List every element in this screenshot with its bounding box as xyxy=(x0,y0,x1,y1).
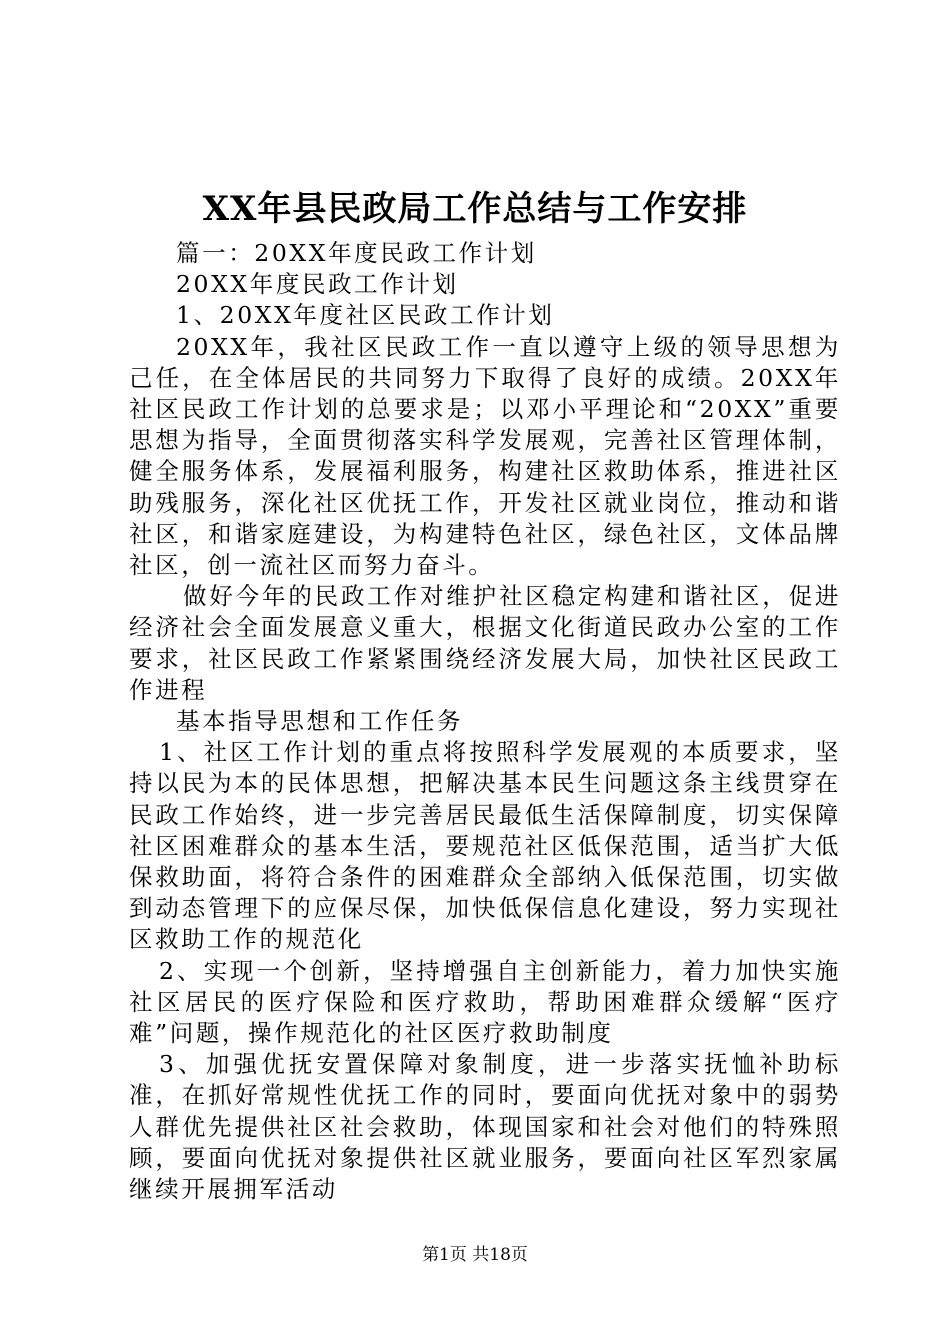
paragraph-item-1: 1、社区工作计划的重点将按照科学发展观的本质要求，坚持以民为本的民体思想，把解决基本民生问题这条主线贯穿在民政工作始终，进一步完善居民最低生活保障制度，切实保障社区困难群众的基本生活，要规范社区低保范围，适当扩大低保救助面，将符合条件的困难群众全部纳入低保范围，切实做到动态管理下的应保尽保，加快低保信息化建设，努力实现社区救助工作的规范化 xyxy=(129,738,841,954)
paragraph-item-3: 3、加强优抚安置保障对象制度，进一步落实抚恤补助标准，在抓好常规性优抚工作的同时，要面向优抚对象中的弱势人群优先提供社区社会救助，体现国家和社会对他们的特殊照顾，要面向优抚对象提供社区就业服务，要面向社区军烈家属继续开展拥军活动 xyxy=(129,1050,841,1204)
document-body xyxy=(129,238,841,1205)
paragraph-plan-heading: 1、20XX年度社区民政工作计划 xyxy=(176,301,555,330)
paragraph-item-2: 2、实现一个创新，坚持增强自主创新能力，着力加快实施社区居民的医疗保险和医疗救助，帮助困难群众缓解“医疗难”问题，操作规范化的社区医疗救助制度 xyxy=(129,956,841,1048)
paragraph-guiding-heading: 基本指导思想和工作任务 xyxy=(176,707,464,736)
page-footer: 第1页 共18页 xyxy=(422,1245,528,1265)
paragraph-section-heading: 篇一：20XX年度民政工作计划 xyxy=(176,239,537,267)
paragraph-subtitle: 20XX年度民政工作计划 xyxy=(176,270,459,299)
paragraph-intro: 20XX年，我社区民政工作一直以遵守上级的领导思想为己任，在全体居民的共同努力下取得了良好的成绩。20XX年社区民政工作计划的总要求是；以邓小平理论和“20XX”重要思想为指导，全面贯彻落实科学发展观，完善社区管理体制，健全服务体系，发展福利服务，构建社区救助体系，推进社区助残服务，深化社区优抚工作，开发社区就业岗位，推动和谐社区，和谐家庭建设，为构建特色社区，绿色社区，文体品牌社区，创一流社区而努力奋斗。 xyxy=(129,332,841,580)
document-title: XX年县民政局工作总结与工作安排 xyxy=(202,189,748,229)
paragraph-significance: 做好今年的民政工作对维护社区稳定构建和谐社区，促进经济社会全面发展意义重大，根据文化街道民政办公室的工作要求，社区民政工作紧紧围绕经济发展大局，加快社区民政工作进程 xyxy=(129,582,841,704)
